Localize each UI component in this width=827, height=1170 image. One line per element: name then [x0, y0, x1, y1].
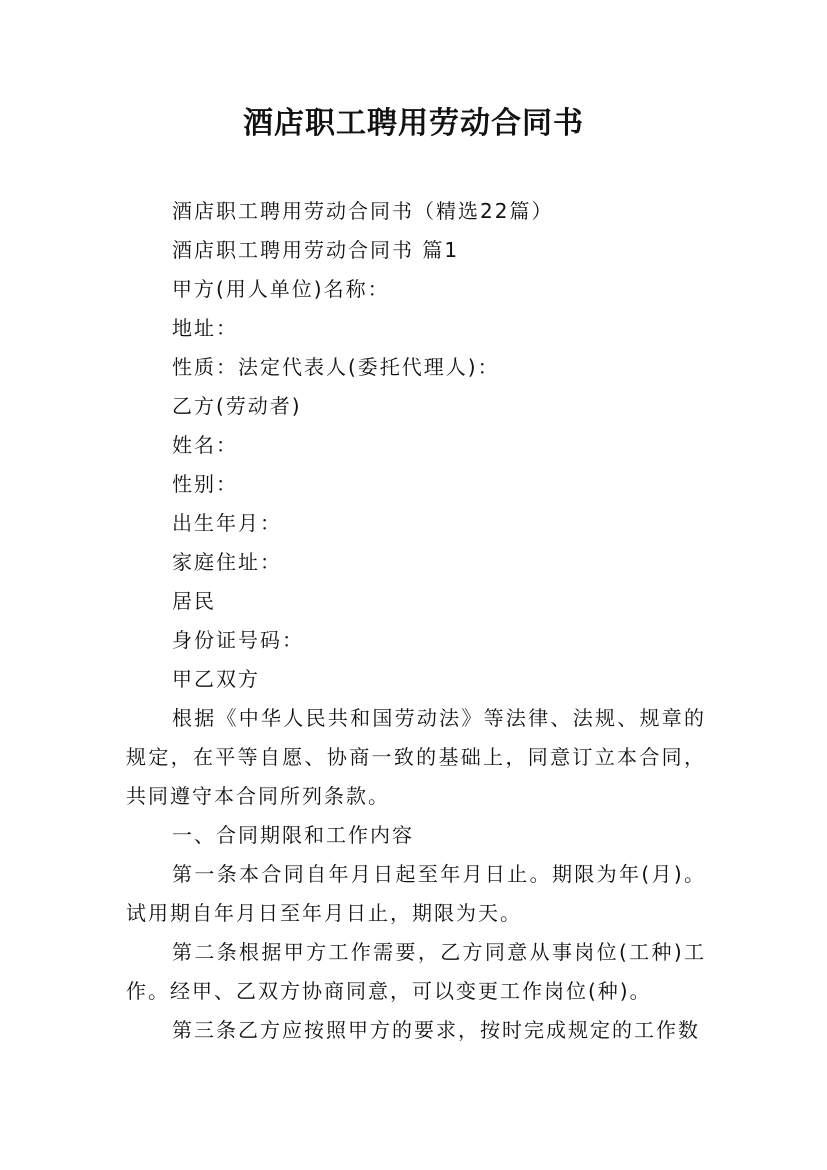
article-1: 第一条本合同自年月日起至年月日止。期限为年(月)。试用期自年月日至年月日止，期限为天。	[126, 862, 706, 925]
field-name: 姓名：	[172, 433, 238, 457]
section-heading: 酒店职工聘用劳动合同书 篇1	[172, 238, 460, 262]
parties-line: 甲乙双方	[172, 667, 260, 691]
document-body	[126, 192, 706, 1050]
article-3: 第三条乙方应按照甲方的要求，按时完成规定的工作数	[172, 1018, 700, 1042]
field-nature-representative: 性质：法定代表人(委托代理人)：	[172, 355, 500, 379]
field-party-a-name: 甲方(用人单位)名称：	[172, 277, 390, 301]
field-home-address: 家庭住址：	[172, 550, 282, 574]
field-birth-date: 出生年月：	[172, 511, 282, 535]
field-party-b: 乙方(劳动者)	[172, 394, 302, 418]
document-title: 酒店职工聘用劳动合同书	[243, 106, 584, 141]
field-gender: 性别：	[172, 472, 238, 496]
field-address: 地址：	[172, 316, 238, 340]
field-resident: 居民	[172, 589, 216, 613]
paragraph-preamble: 根据《中华人民共和国劳动法》等法律、法规、规章的规定，在平等自愿、协商一致的基础上，同意订立本合同，共同遵守本合同所列条款。	[126, 706, 706, 808]
field-id-number: 身份证号码：	[172, 628, 304, 652]
subtitle-line: 酒店职工聘用劳动合同书（精选22篇）	[172, 199, 554, 223]
article-2: 第二条根据甲方工作需要，乙方同意从事岗位(工种)工作。经甲、乙双方协商同意，可以变更工作岗位(种)。	[126, 940, 706, 1003]
chapter-heading-contract-term: 一、合同期限和工作内容	[172, 823, 414, 847]
